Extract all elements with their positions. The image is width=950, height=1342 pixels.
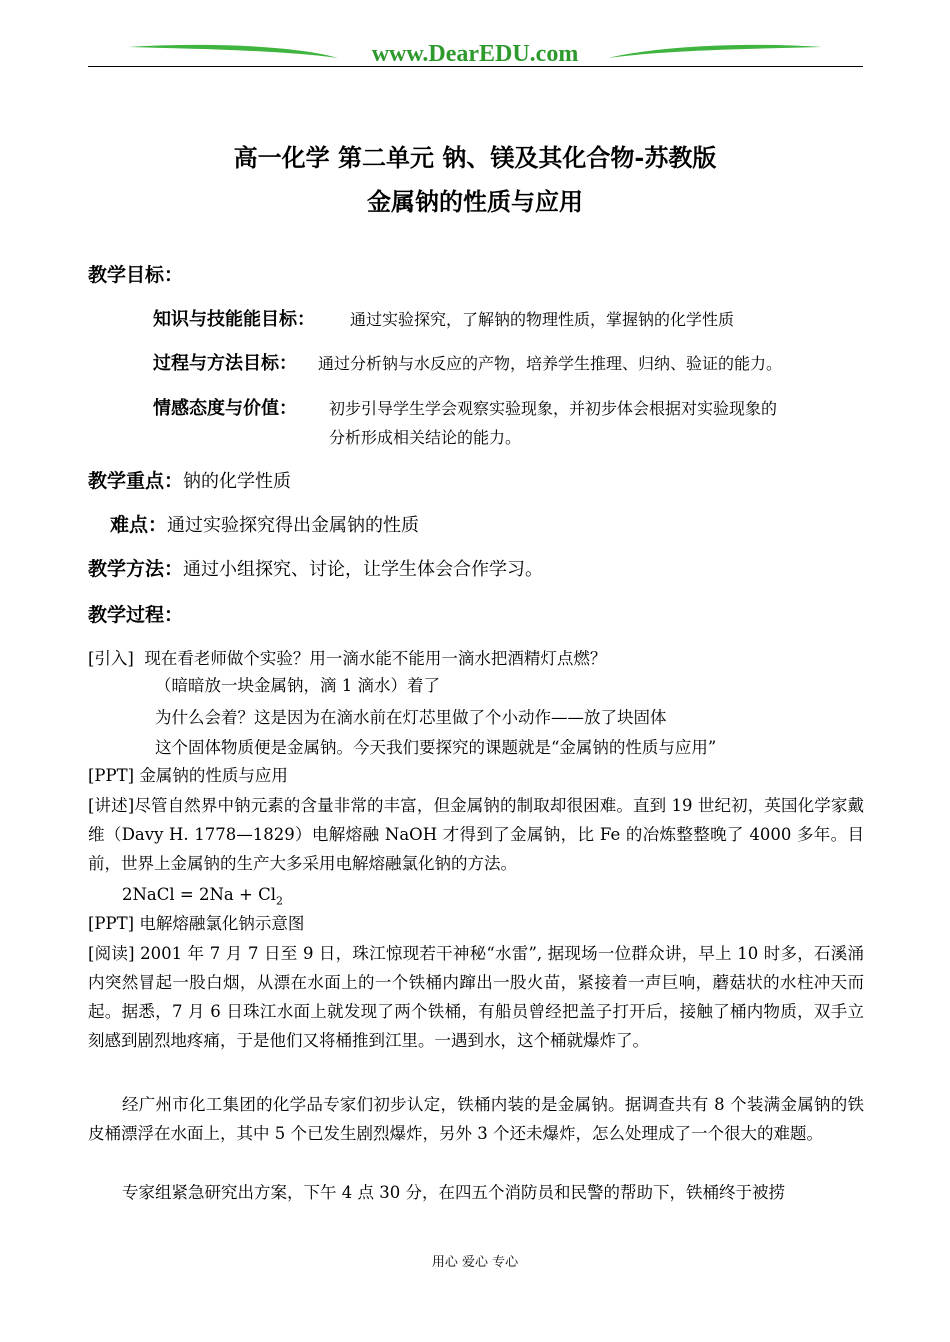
difficulty-label: 难点： [110, 514, 168, 536]
key-point-row [88, 466, 291, 493]
difficulty-row [110, 510, 419, 537]
method-text: 通过小组探究、讨论，让学生体会合作学习。 [183, 559, 544, 580]
process-line-2: （暗暗放一块金属钠，滴 1 滴水）着了 [155, 676, 440, 695]
equation-subscript: 2 [275, 894, 283, 908]
equation-text: 2NaCl = 2Na + Cl [122, 885, 276, 904]
document-title: 高一化学 第二单元 钠、镁及其化合物-苏教版 [233, 143, 717, 172]
key-point-label: 教学重点： [88, 470, 184, 492]
objective-text-attitude: 初步引导学生学会观察实验现象，并初步体会根据对实验现象的 [329, 399, 778, 418]
logo-text: www.DearEDU.com [371, 41, 579, 67]
objective-text-attitude-cont: 分析形成相关结论的能力。 [329, 428, 522, 447]
method-row [88, 554, 543, 581]
page-footer: 用心 爱心 专心 [431, 1255, 519, 1270]
left-swoosh [128, 45, 338, 58]
reading-paragraph-3: 专家组紧急研究出方案，下午 4 点 30 分，在四五个消防员和民警的帮助下，铁桶终于被捞 [122, 1183, 785, 1202]
lecture-paragraph: [讲述]尽管自然界中钠元素的含量非常的丰富，但金属钠的制取却很困难。直到 19 世纪初，英国化学家戴维（Davy H. 1778—1829）电解熔融 NaOH 才得到了金属钠，比 Fe 的冶炼整整晚了 4000 多年。目前，世界上金属钠的生产大多采用电解熔融氯化钠的方法。 [88, 796, 864, 873]
header-rule [88, 66, 863, 67]
objective-label-process: 过程与方法目标： [153, 353, 297, 374]
document-subtitle: 金属钠的性质与应用 [367, 187, 583, 216]
objective-label-knowledge: 知识与技能能目标： [153, 309, 315, 330]
process-heading: 教学过程： [88, 604, 184, 626]
ppt-line-1: [PPT] 金属钠的性质与应用 [88, 766, 288, 785]
intro-tag: [引入] [88, 649, 134, 668]
right-swoosh [608, 45, 822, 58]
difficulty-text: 通过实验探究得出金属钠的性质 [167, 515, 420, 536]
intro-text: 现在看老师做个实验？用一滴水能不能用一滴水把酒精灯点燃？ [144, 649, 607, 668]
ppt-line-2: [PPT] 电解熔融氯化钠示意图 [88, 914, 305, 933]
process-line-3: 为什么会着？这是因为在滴水前在灯芯里做了个小动作——放了块固体 [155, 708, 667, 727]
objectives-heading: 教学目标： [88, 264, 184, 286]
objective-label-attitude: 情感态度与价值： [153, 398, 297, 419]
process-line-4: 这个固体物质便是金属钠。今天我们要探究的课题就是“金属钠的性质与应用” [155, 738, 717, 757]
method-label: 教学方法： [88, 558, 184, 580]
intro-line [88, 645, 606, 672]
objective-text-knowledge: 通过实验探究，了解钠的物理性质，掌握钠的化学性质 [350, 310, 735, 329]
dearedu-logo [128, 38, 822, 68]
objective-text-process: 通过分析钠与水反应的产物，培养学生推理、归纳、验证的能力。 [318, 354, 783, 373]
reading-paragraph: [阅读] 2001 年 7 月 7 日至 9 日，珠江惊现若干神秘“水雷”, 据现场一位群众讲，早上 10 时多，石溪涌内突然冒起一股白烟，从漂在水面上的一个铁桶内蹿出一股火苗，紧接着一声巨响，蘑菇状的水柱冲天而起。据悉，7 月 6 日珠江水面上就发现了两个铁桶，有船员曾经把盖子打开后，接触了桶内物质，双手立刻感到剧烈地疼痛，于是他们又将桶推到江里。一遇到水，这个桶就爆炸了。 [88, 944, 864, 1050]
key-point-text: 钠的化学性质 [183, 471, 292, 492]
reading-paragraph-2: 经广州市化工集团的化学品专家们初步认定，铁桶内装的是金属钠。据调查共有 8 个装满金属钠的铁皮桶漂浮在水面上，其中 5 个已发生剧烈爆炸，另外 3 个还未爆炸，怎么处理成了一个很大的难题。 [88, 1095, 864, 1143]
